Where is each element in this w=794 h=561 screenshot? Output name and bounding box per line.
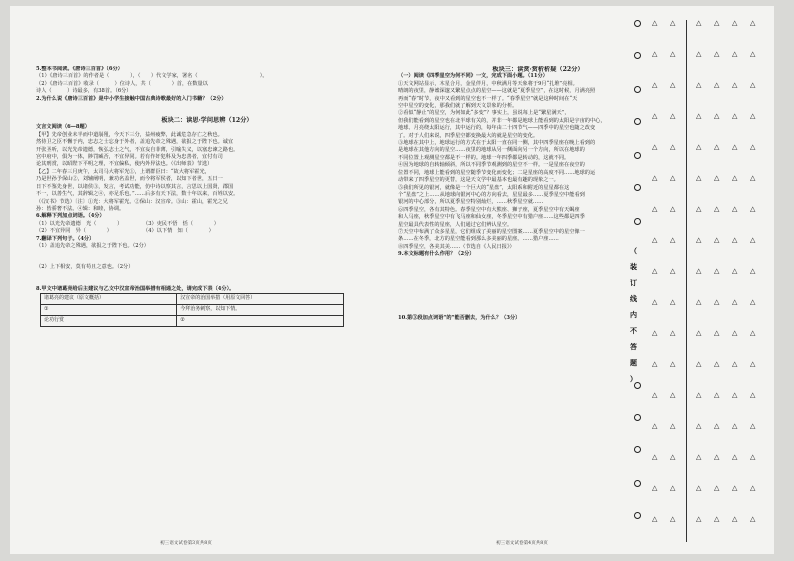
binding-char: 装: [630, 262, 637, 271]
binding-circle: [634, 446, 641, 453]
binding-triangle: △: [652, 267, 658, 275]
jia-line: 开张圣听，以光先帝遗德，恢弘志士之气，不宜妄自菲薄，引喻失义，以塞忠谏之路也。: [36, 146, 239, 153]
binding-triangle: △: [750, 174, 756, 182]
binding-triangle: △: [750, 298, 756, 306]
jia-line: 论其刑赏，以昭陛下平明之理，不宜偏私，使内外异法也。（《出师表》节选）: [36, 161, 213, 168]
binding-triangle: △: [732, 360, 738, 368]
binding-triangle: △: [696, 205, 702, 213]
binding-triangle: △: [750, 50, 756, 58]
binding-triangle: △: [732, 236, 738, 244]
binding-triangle: △: [714, 112, 720, 120]
section3-title: 板块三：读赏·赏析析疑（22分）: [492, 66, 584, 73]
binding-triangle: △: [750, 360, 756, 368]
binding-triangle: △: [670, 205, 676, 213]
jia-line: 【甲】先帝创业未半而中道崩殂，今天下三分，益州疲弊，此诚危急存亡之秋也。: [36, 131, 223, 138]
q9-question: 9.本文标题有什么作用？（2分）: [398, 251, 475, 258]
jia-line: 然侍卫之臣不懈于内，忠志之士忘身于外者，盖追先帝之殊遇，欲报之于陛下也。诚宜: [36, 139, 234, 146]
q6-items2: （2）不宜异同 异（ ） （4）以下情 知（ ）: [36, 228, 214, 235]
binding-triangle: △: [750, 453, 756, 461]
binding-triangle: △: [696, 112, 702, 120]
table-row: [41, 316, 344, 327]
q10-question: 10.第③段加点词语“的”能否删去，为什么？（3分）: [398, 314, 521, 321]
table-cell: 论功行赏: [41, 316, 177, 327]
binding-triangle: △: [670, 81, 676, 89]
binding-circle: [634, 152, 641, 159]
binding-triangle: △: [714, 298, 720, 306]
table-row: [41, 305, 344, 316]
binding-triangle: △: [732, 143, 738, 151]
article-line: 动带来了四季星空的更替，这是天文学中最基本也最有趣的现象之一。: [398, 177, 559, 184]
article-line: 了。对于人们来说，四季星空都变换最大的就是星空的变化。: [398, 132, 539, 139]
table-row: [41, 294, 344, 305]
binding-triangle: △: [732, 515, 738, 523]
yi-line: 【乙】二年春三月庚午，太司马大将军光①，上谓群臣曰：“故大将军霍光，: [36, 168, 210, 175]
binding-triangle: △: [670, 112, 676, 120]
binding-triangle: △: [652, 329, 658, 337]
table-header: 诸葛亮的建议（原文概括）: [41, 294, 177, 305]
exam-sheet: [10, 6, 774, 554]
article-line: 晴朗的夜里，静谧深邃又繁星点点的星空——这就是“夏季星空”，在这时候，月满亮照: [398, 88, 596, 95]
binding-triangle: △: [652, 50, 658, 58]
q8-question: 8.甲文中诸葛亮给后主建议与乙文中汉宣帝治国举措有相通之处，请完成下表（4分）。: [36, 285, 235, 292]
binding-triangle: △: [670, 453, 676, 461]
binding-triangle: △: [750, 267, 756, 275]
binding-triangle: △: [696, 50, 702, 58]
binding-circle: [634, 184, 641, 191]
article-body: [398, 81, 678, 251]
binding-circle: [634, 20, 641, 27]
article-line: ①天文网站显示，木星合月，金星伴月，中秋满月等天象将于9月“扎堆”亮相。: [398, 80, 578, 87]
q5-line1: （1）《唐诗三百首》的作者是（ ），（ ）代文学家，署名（ ）。: [36, 73, 268, 80]
article-line: 个“星盘”之上……从地球向银河中心的方向看去，星星最多……夏季星空中能看到: [398, 191, 585, 198]
binding-triangle: △: [696, 484, 702, 492]
binding-triangle: △: [732, 298, 738, 306]
binding-triangle: △: [750, 19, 756, 27]
binding-triangle: △: [714, 174, 720, 182]
binding-triangle: △: [670, 267, 676, 275]
binding-char: 不: [630, 326, 637, 335]
binding-triangle: △: [714, 205, 720, 213]
binding-triangle: △: [696, 236, 702, 244]
table-cell: 今拜治务刺察，以知下情。: [177, 305, 344, 316]
binding-line: [686, 20, 687, 542]
binding-triangle: △: [696, 19, 702, 27]
binding-triangle: △: [750, 484, 756, 492]
binding-triangle: △: [714, 484, 720, 492]
q6-question: 6.解释下列加点词语。（4分）: [36, 213, 105, 220]
yi-line: 乃是世孙予保山②，刘辅阐明，兼功名盖世，而今将军侯者，以知下者世，五日一: [36, 176, 223, 183]
binding-circle: [634, 86, 641, 93]
binding-triangle: △: [714, 391, 720, 399]
article-line: ⑥四季星空，各有其特色。春季星空中有大熊座、狮子座，夏季星空中有天蝎座: [398, 206, 580, 213]
binding-triangle: △: [696, 329, 702, 337]
binding-triangle: △: [670, 298, 676, 306]
binding-triangle: △: [750, 143, 756, 151]
article-line: 空中星空的变化，那我们就了解到天文景象的分析。: [398, 103, 518, 110]
binding-triangle: △: [714, 422, 720, 430]
binding-char: 题: [630, 358, 637, 367]
binding-triangle: △: [714, 236, 720, 244]
q5-line3: 诗人（ ）诗最多，有38首。（6分）: [36, 88, 132, 95]
binding-triangle: △: [732, 267, 738, 275]
part1-heading: （一）阅读《四季星空为何不同》一文，完成下面小题。（11分）: [398, 73, 548, 80]
binding-triangle: △: [732, 329, 738, 337]
binding-triangle: △: [714, 19, 720, 27]
q8-table: [40, 293, 344, 327]
binding-triangle: △: [652, 298, 658, 306]
binding-triangle: △: [696, 391, 702, 399]
binding-triangle: △: [670, 329, 676, 337]
article-line: 星空最具代表性的星座，人们通过它们辨认星空。: [398, 221, 513, 228]
binding-circle: [634, 218, 641, 225]
binding-triangle: △: [696, 81, 702, 89]
binding-triangle: △: [670, 515, 676, 523]
article-line: 不同位置上观测星空都是不一样的。地球一年四季都是转动的，这就不同。: [398, 154, 570, 161]
article-line: 条……在冬季，北方的星空能看到那么多美丽的星座。……猎户座……: [398, 236, 559, 243]
binding-circle: [634, 480, 641, 487]
binding-triangle: △: [714, 329, 720, 337]
article-line: ⑦天空中布满了众多星星，它们组成了美丽的星空图案……夏季星空中的星空像一: [398, 228, 585, 235]
article-line: ⑤我们所见的银河，就像是一个巨大的“星盘”，太阳系和附近的星星都在这: [398, 184, 570, 191]
binding-circle: [634, 414, 641, 421]
binding-triangle: △: [750, 112, 756, 120]
yi-line: 孙：皆骄奢不法。④辑：和睦，协调。: [36, 205, 125, 212]
binding-triangle: △: [696, 360, 702, 368]
binding-triangle: △: [652, 19, 658, 27]
q5-title: 5.整本书阅读。《唐诗三百首》（6分）: [36, 66, 123, 72]
article-line: ⑧四季星空，各美其美……（节选自《人民日报》）: [398, 243, 515, 250]
left-page: [36, 66, 378, 536]
binding-triangle: △: [732, 81, 738, 89]
binding-triangle: △: [670, 143, 676, 151]
binding-triangle: △: [652, 143, 658, 151]
binding-triangle: △: [750, 329, 756, 337]
binding-char: 答: [630, 342, 637, 351]
binding-triangle: △: [696, 515, 702, 523]
article-line: ②看似“静止”的星空，为何如此“多变”？事实上，虽说每上是“繁星满天”，: [398, 110, 570, 117]
binding-triangle: △: [652, 205, 658, 213]
binding-triangle: △: [670, 19, 676, 27]
binding-char: 订: [630, 278, 637, 287]
binding-triangle: △: [652, 360, 658, 368]
binding-triangle: △: [652, 515, 658, 523]
binding-circle: [634, 118, 641, 125]
article-line: 位置不同，地球上能看到的星空随季节变化而变化；二是星座的高度不同……地球的运: [398, 169, 596, 176]
binding-triangle: △: [652, 453, 658, 461]
binding-char: ）: [630, 374, 637, 383]
binding-char: （: [630, 246, 637, 255]
article-line: 和人马座，秋季星空中有飞马座和仙女座，冬季星空中有猎户座……这些都是四季: [398, 214, 585, 221]
q2-question: 2.为什么说《唐诗三百首》是中小学生接触中国古典诗歌最好的入门书籍？（2分）: [36, 95, 227, 102]
binding-triangle: △: [652, 236, 658, 244]
binding-triangle: △: [714, 267, 720, 275]
binding-triangle: △: [750, 515, 756, 523]
binding-triangle: △: [652, 174, 658, 182]
binding-triangle: △: [714, 515, 720, 523]
right-footer: 初三语文试卷第4页共8页: [496, 541, 548, 546]
q5-line2: （2）《唐诗三百首》收录（ ）位诗人，共（ ）首，在数量以: [36, 80, 208, 87]
binding-triangle: △: [696, 267, 702, 275]
binding-triangle: △: [652, 391, 658, 399]
binding-triangle: △: [732, 50, 738, 58]
table-header: 汉宣帝的治国举措（用原文回答）: [177, 294, 344, 305]
q7-sub1: （1）盖追先帝之殊遇，欲报之于陛下也。（2分）: [36, 242, 149, 249]
binding-triangle: △: [714, 360, 720, 368]
binding-triangle: △: [750, 236, 756, 244]
q7-sub2: （2）上下相安，莫有苟且之意也。（2分）: [36, 264, 134, 271]
binding-triangle: △: [652, 81, 658, 89]
binding-triangle: △: [670, 422, 676, 430]
article-line: ④因为地球的自转轴倾斜，所以不同季节观测到的星空不一样。一是星座在夜空的: [398, 162, 585, 169]
binding-triangle: △: [696, 453, 702, 461]
binding-triangle: △: [652, 484, 658, 492]
binding-triangle: △: [750, 81, 756, 89]
table-cell[interactable]: ①: [41, 305, 177, 316]
binding-triangle: △: [750, 422, 756, 430]
article-line: ③地球在其中上，地球运行的方式在于太阳一直在同一侧，其中四季星座在晚上看到的: [398, 140, 596, 147]
left-footer: 初三语文试卷第3页共8页: [160, 541, 212, 546]
binding-triangle: △: [732, 174, 738, 182]
binding-triangle: △: [714, 453, 720, 461]
binding-triangle: △: [714, 81, 720, 89]
classical-heading: 文言文阅读（6—8题）: [36, 124, 90, 131]
binding-triangle: △: [696, 298, 702, 306]
article-line: 是地球在其他方向的星空……夜里的地球从另一侧面向另一个方向，所以在地球的: [398, 147, 585, 154]
article-line: 地球、月亮绕太阳运行，其中运行的，每年由二十四节气——四季中的星空也随之改变: [398, 125, 596, 132]
binding-char: 内: [630, 310, 637, 319]
binding-circle: [634, 52, 641, 59]
yi-line: （《汉书》节选）〔注〕①光：大将军霍光。②保山：汉宣帝。③山：霍山，霍光之兄: [36, 198, 228, 205]
binding-triangle: △: [670, 236, 676, 244]
binding-triangle: △: [670, 484, 676, 492]
binding-triangle: △: [652, 422, 658, 430]
binding-triangle: △: [696, 422, 702, 430]
binding-triangle: △: [670, 360, 676, 368]
binding-triangle: △: [732, 422, 738, 430]
binding-triangle: △: [732, 112, 738, 120]
binding-triangle: △: [750, 205, 756, 213]
article-line: 但我们能看到的星空也在北半球有关的，并非一年都是地球上能看到的太阳是宇宙的中心，: [398, 117, 606, 124]
yi-line: 不一，以善生气，其辞辑之④，亦足乐也。”……后多有天下法，数十年以来，百姓以安。: [36, 191, 239, 198]
binding-triangle: △: [696, 174, 702, 182]
binding-triangle: △: [714, 143, 720, 151]
binding-triangle: △: [732, 484, 738, 492]
binding-triangle: △: [714, 50, 720, 58]
binding-triangle: △: [750, 391, 756, 399]
binding-triangle: △: [732, 205, 738, 213]
binding-triangle: △: [670, 50, 676, 58]
article-line: 银河的中心部分，所以夏季星空特别灿烂，……秋季星空就……: [398, 199, 544, 206]
q6-items: （1）以光先帝遗德 光（ ） （3）吏民不悟 恬（ ）: [36, 220, 219, 227]
binding-char: 线: [630, 294, 637, 303]
q7-question: 7.翻译下列句子。（4分）: [36, 235, 95, 242]
section2-title: 板块二：读思·学问思辨（12分）: [161, 117, 253, 125]
binding-triangle: △: [652, 112, 658, 120]
binding-triangle: △: [696, 143, 702, 151]
binding-triangle: △: [732, 391, 738, 399]
binding-circle: [634, 512, 641, 519]
table-cell[interactable]: ②: [177, 316, 344, 327]
yi-line: 日下不鉴先身世，以诸侯③，发言，考试功能，仿中诗以察其言，言思以上国贤，郡国: [36, 183, 234, 190]
binding-triangle: △: [670, 391, 676, 399]
binding-triangle: △: [732, 19, 738, 27]
jia-line: 宫中府中，俱为一体，陟罚臧否，不宜异同。若有作奸犯科及为忠善者，宜付有司: [36, 154, 223, 161]
article-line: 再而“春”时节，夜中又看到的星空也不一样了。“春季星空”就是这种时间在“天: [398, 95, 578, 102]
binding-triangle: △: [670, 174, 676, 182]
binding-triangle: △: [732, 453, 738, 461]
